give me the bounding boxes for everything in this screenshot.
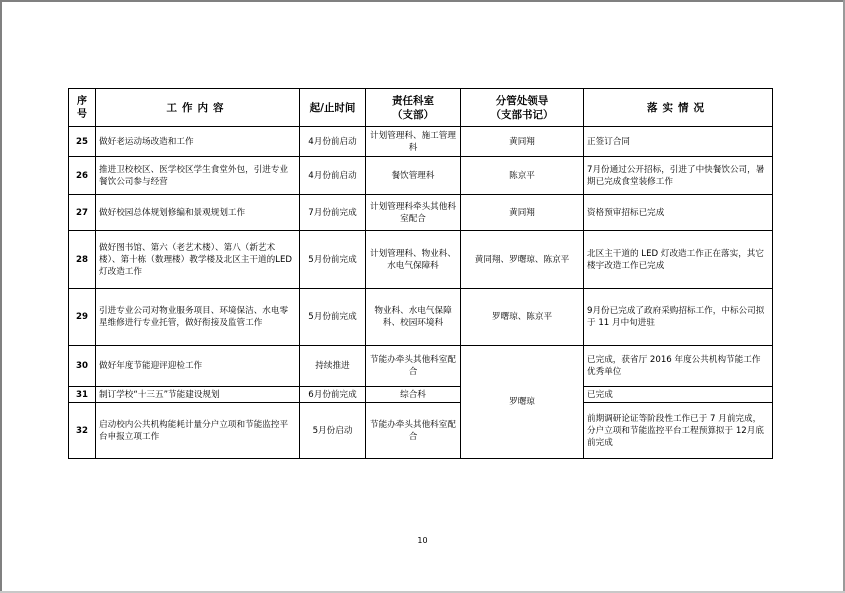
row-dept: 物业科、水电气保障科、校园环境科	[366, 289, 461, 346]
header-implementation-status: 落实情况	[584, 89, 773, 127]
row-time: 7月份前完成	[300, 195, 366, 231]
row-dept: 计划管理科、物业科、水电气保障科	[366, 231, 461, 289]
table-row	[69, 289, 773, 346]
row-number: 28	[69, 231, 96, 289]
row-leader: 黄同翔	[461, 127, 584, 157]
header-responsible-dept	[366, 89, 461, 127]
row-time: 4月份前启动	[300, 157, 366, 195]
row-content: 做好老运动场改造和工作	[96, 127, 300, 157]
header-leader	[461, 89, 584, 127]
row-content: 启动校内公共机构能耗计量分户立项和节能监控平台申报立项工作	[96, 403, 300, 459]
row-content: 做好校园总体规划修编和景观规划工作	[96, 195, 300, 231]
row-content: 做好年度节能迎评迎检工作	[96, 346, 300, 387]
row-leader: 罗曙琼、陈京平	[461, 289, 584, 346]
table-row	[69, 387, 773, 403]
row-number: 27	[69, 195, 96, 231]
table-row	[69, 195, 773, 231]
row-content: 引进专业公司对物业服务项目、环境保洁、水电零星维修进行专业托管，做好衔接及监管工作	[96, 289, 300, 346]
table-row	[69, 127, 773, 157]
table-row	[69, 231, 773, 289]
page-border-left	[0, 0, 2, 593]
table-row	[69, 157, 773, 195]
row-number: 26	[69, 157, 96, 195]
row-leader: 黄同翔	[461, 195, 584, 231]
row-number: 32	[69, 403, 96, 459]
row-leader-merged: 罗曙琼	[461, 346, 584, 459]
header-time: 起/止时间	[300, 89, 366, 127]
row-content: 制订学校“十三五”节能建设规划	[96, 387, 300, 403]
row-number: 25	[69, 127, 96, 157]
table-row	[69, 346, 773, 387]
row-time: 5月份前完成	[300, 289, 366, 346]
header-work-content: 工作内容	[96, 89, 300, 127]
row-leader: 黄同翔、罗曙琼、陈京平	[461, 231, 584, 289]
page-border-top	[0, 0, 845, 2]
row-dept: 计划管理科、施工管理科	[366, 127, 461, 157]
row-status: 北区主干道的 LED 灯改造工作正在落实，其它楼宇改造工作已完成	[584, 231, 773, 289]
row-time: 6月份前完成	[300, 387, 366, 403]
row-content: 推进卫校校区、医学校区学生食堂外包，引进专业餐饮公司参与经营	[96, 157, 300, 195]
table-header-row	[69, 89, 773, 127]
row-time: 持续推进	[300, 346, 366, 387]
row-time: 5月份前完成	[300, 231, 366, 289]
row-dept: 节能办牵头其他科室配合	[366, 346, 461, 387]
work-plan-table	[68, 88, 773, 459]
row-content: 做好图书馆、第六（老艺术楼）、第八（新艺术楼）、第十栋（数理楼）教学楼及北区主干道的LED灯改造工作	[96, 231, 300, 289]
row-dept: 餐饮管理科	[366, 157, 461, 195]
row-status: 已完成，获省厅 2016 年度公共机构节能工作优秀单位	[584, 346, 773, 387]
header-serial-number	[69, 89, 96, 127]
row-time: 4月份前启动	[300, 127, 366, 157]
row-dept: 综合科	[366, 387, 461, 403]
row-status: 资格预审招标已完成	[584, 195, 773, 231]
row-status: 已完成	[584, 387, 773, 403]
row-dept: 计划管理科牵头其他科室配合	[366, 195, 461, 231]
row-number: 31	[69, 387, 96, 403]
row-status: 前期调研论证等阶段性工作已于 7 月前完成，分户立项和节能监控平台工程预算拟于 12月底前完成	[584, 403, 773, 459]
row-number: 29	[69, 289, 96, 346]
header-dept-line2: （支部）	[392, 108, 434, 121]
table-row	[69, 403, 773, 459]
row-status: 9月份已完成了政府采购招标工作，中标公司拟于 11 月中旬进驻	[584, 289, 773, 346]
row-number: 30	[69, 346, 96, 387]
row-status: 7月份通过公开招标，引进了中快餐饮公司，暑期已完成食堂装修工作	[584, 157, 773, 195]
row-status: 正签订合同	[584, 127, 773, 157]
row-time: 5月份启动	[300, 403, 366, 459]
header-dept-line1: 责任科室	[392, 94, 434, 107]
header-leader-line2: （支部书记）	[490, 108, 554, 121]
page-number: 10	[417, 536, 428, 545]
row-leader: 陈京平	[461, 157, 584, 195]
row-dept: 节能办牵头其他科室配合	[366, 403, 461, 459]
header-serial-number-text: 序号	[77, 95, 87, 120]
header-leader-line1: 分管处领导	[495, 94, 549, 107]
